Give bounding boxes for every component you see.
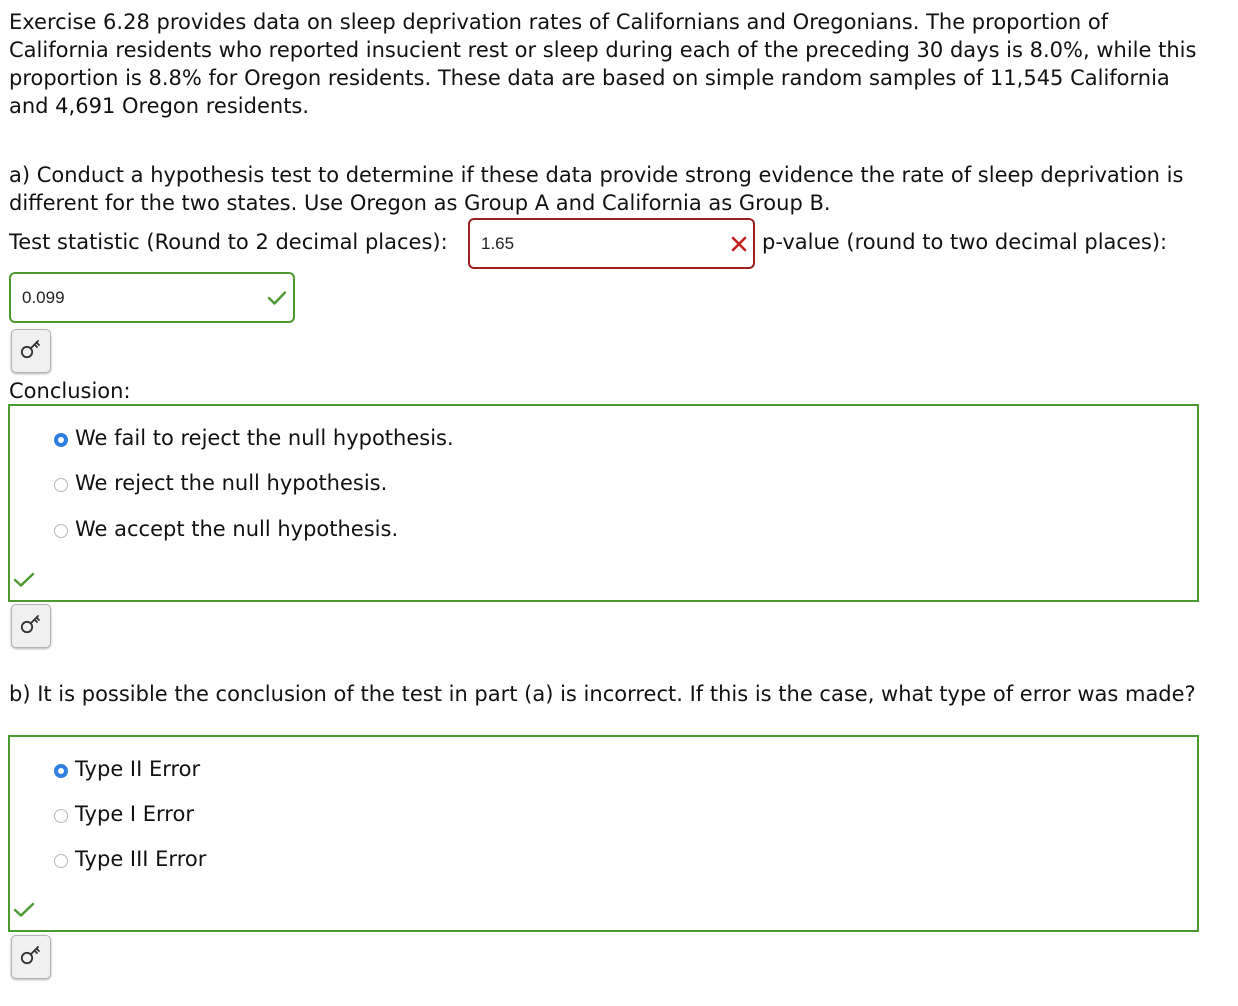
check-icon xyxy=(267,290,287,306)
test-statistic-value: 1.65 xyxy=(481,233,515,253)
conclusion-label: Conclusion: xyxy=(9,379,131,403)
radio-unselected[interactable] xyxy=(54,524,68,538)
key-icon xyxy=(19,337,43,365)
test-statistic-label: Test statistic (Round to 2 decimal places): xyxy=(9,230,448,254)
key-button-p-value[interactable] xyxy=(11,329,51,373)
conclusion-option-fail-to-reject[interactable]: We fail to reject the null hypothesis. xyxy=(54,424,454,452)
radio-selected[interactable] xyxy=(54,433,68,447)
p-value-input[interactable] xyxy=(9,272,295,323)
radio-unselected[interactable] xyxy=(54,478,68,492)
error-option-type-i[interactable]: Type I Error xyxy=(54,800,194,828)
radio-unselected[interactable] xyxy=(54,809,68,823)
key-icon xyxy=(19,612,43,640)
test-statistic-input[interactable] xyxy=(468,218,755,269)
conclusion-option-reject[interactable]: We reject the null hypothesis. xyxy=(54,469,387,497)
p-value-value: 0.099 xyxy=(22,287,65,307)
radio-selected[interactable] xyxy=(54,764,68,778)
key-icon xyxy=(19,943,43,971)
error-option-type-ii[interactable]: Type II Error xyxy=(54,755,200,783)
conclusion-options xyxy=(8,404,1199,602)
key-button-error-type[interactable] xyxy=(11,935,51,979)
error-type-options xyxy=(8,735,1199,932)
part-b-prompt: b) It is possible the conclusion of the test in part (a) is incorrect. If this is the case, what type of error was made? xyxy=(9,682,1196,706)
check-icon xyxy=(13,902,35,918)
p-value-label: p-value (round to two decimal places): xyxy=(762,230,1168,254)
check-icon xyxy=(13,572,35,588)
key-button-conclusion[interactable] xyxy=(11,604,51,648)
x-icon xyxy=(731,236,747,252)
part-a-prompt: a) Conduct a hypothesis test to determine if these data provide strong evidence the rate of sleep deprivation is different for the two states. Use Oregon as Group A and California as Group B. xyxy=(9,163,1184,215)
problem-statement: Exercise 6.28 provides data on sleep deprivation rates of Californians and Oregonians. The proportion of California residents who reported insucient rest or sleep during each of the preceding 30 days is 8.0%, while this proportion is 8.8% for Oregon residents. These data are based on simple random samples of 11,545 California and 4,691 Oregon residents. xyxy=(9,10,1197,118)
conclusion-option-accept[interactable]: We accept the null hypothesis. xyxy=(54,515,398,543)
error-option-type-iii[interactable]: Type III Error xyxy=(54,845,206,873)
radio-unselected[interactable] xyxy=(54,854,68,868)
